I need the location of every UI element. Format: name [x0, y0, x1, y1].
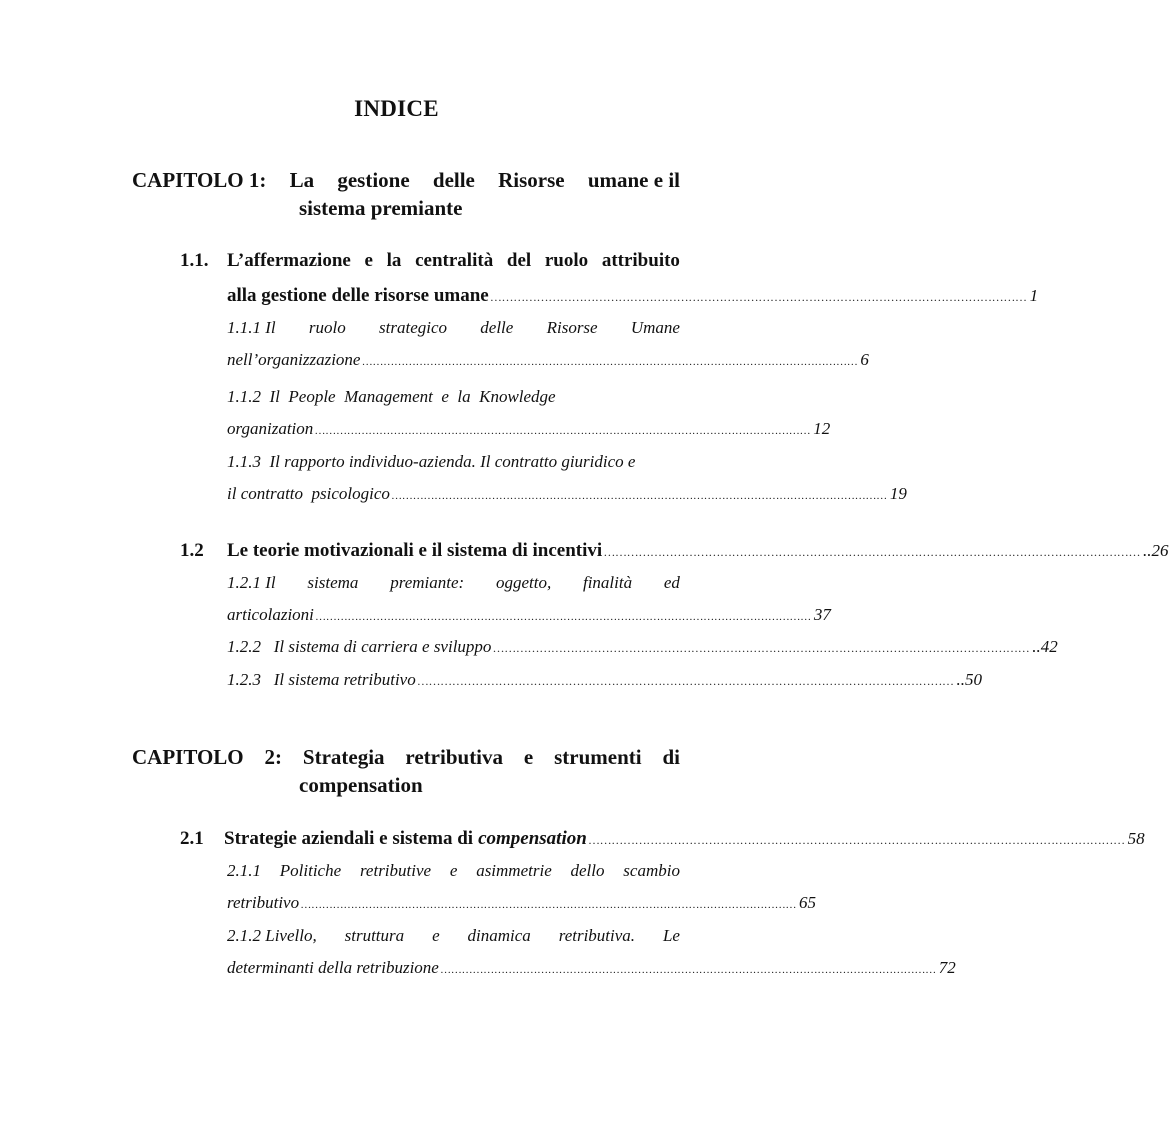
subsection-word: 1.2.1 Il: [227, 573, 276, 592]
subsection-word: e: [449, 861, 458, 880]
subsection-word: oggetto,: [495, 573, 552, 592]
page-number: ..50: [956, 670, 983, 689]
toc-subsection-2-1-1[interactable]: [227, 861, 817, 913]
section-number: 2.1: [180, 828, 204, 849]
toc-subsection-1-2-1[interactable]: [227, 573, 831, 625]
subsection-word: e: [432, 926, 440, 945]
section-word: la: [386, 250, 402, 271]
chapter-1-word: La: [289, 168, 315, 192]
chapter-1-word: delle: [432, 168, 475, 192]
section-word: ruolo: [544, 250, 589, 271]
toc-subsection-2-1-2[interactable]: [227, 926, 956, 978]
subsection-word: ruolo: [308, 318, 346, 337]
page-number: 19: [889, 484, 907, 503]
leader-dots: …………………………………………………………………………………………………………………………: [440, 964, 937, 976]
chapter-2-word: 2:: [264, 745, 283, 769]
toc-subsection-1-1-1[interactable]: [227, 318, 869, 370]
page-number: 12: [813, 419, 831, 438]
subsection-word: asimmetrie: [476, 861, 552, 880]
subsection-word: 1.1.1 Il: [227, 318, 276, 337]
section-number: 1.1.: [180, 250, 209, 271]
subsection-word: Politiche: [279, 861, 342, 880]
page-number: ..26: [1143, 541, 1169, 560]
page-number: 37: [813, 605, 831, 624]
subsection-word: struttura: [344, 926, 405, 945]
leader-dots: …………………………………………………………………………………………………………………………: [315, 611, 812, 623]
leader-dots: …………………………………………………………………………………………………………………………: [490, 290, 1028, 304]
subsection-title-line2: nell’organizzazione: [227, 350, 361, 369]
chapter-2-title-line2: compensation: [299, 773, 423, 797]
subsection-title: 1.2.3 Il sistema retributivo: [227, 670, 416, 689]
toc-subsection-1-1-3[interactable]: [227, 452, 907, 504]
chapter-2-heading: [132, 745, 680, 798]
leader-dots: …………………………………………………………………………………………………………………………: [493, 641, 1031, 655]
chapter-2-word: retributiva: [405, 745, 504, 769]
subsection-word: Risorse: [546, 318, 598, 337]
toc-section-1-1[interactable]: [180, 250, 1039, 307]
subsection-title-line2: articolazioni: [227, 605, 314, 624]
leader-dots: …………………………………………………………………………………………………………………………: [588, 833, 1126, 847]
chapter-1-word: umane e il: [587, 168, 680, 192]
section-word: centralità: [415, 250, 494, 271]
toc-section-2-1[interactable]: [180, 828, 1145, 850]
subsection-word: strategico: [379, 318, 448, 337]
leader-dots: …………………………………………………………………………………………………………………………: [362, 356, 859, 368]
chapter-1-word: gestione: [337, 168, 410, 192]
chapter-2-word: CAPITOLO: [132, 745, 244, 769]
page-title: INDICE: [354, 96, 439, 121]
subsection-word: ed: [663, 573, 680, 592]
subsection-word: dinamica: [467, 926, 531, 945]
chapter-2-word: e: [523, 745, 534, 769]
subsection-word: finalità: [582, 573, 633, 592]
leader-dots: …………………………………………………………………………………………………………………………: [391, 490, 888, 502]
page-number: 1: [1029, 286, 1039, 305]
subsection-title-line2: il contratto psicologico: [227, 484, 390, 503]
page-number: 65: [799, 893, 817, 912]
section-title-emphasis: compensation: [478, 828, 587, 849]
section-title: Le teorie motivazionali e il sistema di incentivi: [227, 540, 603, 561]
page-number: 6: [860, 350, 869, 369]
subsection-word: Umane: [630, 318, 680, 337]
section-word: L’affermazione: [227, 250, 351, 271]
toc-section-1-2[interactable]: [180, 540, 1169, 562]
chapter-2-word: Strategia: [302, 745, 385, 769]
subsection-title: 1.2.2 Il sistema di carriera e sviluppo: [227, 637, 492, 656]
leader-dots: …………………………………………………………………………………………………………………………: [315, 425, 812, 437]
chapter-1-word: CAPITOLO 1:: [132, 168, 267, 192]
subsection-title-line2: organization: [227, 419, 314, 438]
section-word: del: [506, 250, 532, 271]
chapter-1-heading: [132, 168, 680, 221]
subsection-word: Le: [662, 926, 680, 945]
chapter-2-word: di: [662, 745, 680, 769]
subsection-word: retributiva.: [558, 926, 636, 945]
leader-dots: …………………………………………………………………………………………………………………………: [417, 674, 955, 688]
section-word: attribuito: [601, 250, 680, 271]
page-number: 58: [1127, 829, 1145, 848]
subsection-title-line1: 1.1.2 Il People Management e la Knowledge: [227, 387, 556, 406]
subsection-word: 2.1.1: [227, 861, 261, 880]
subsection-word: retributive: [359, 861, 432, 880]
page-number: 72: [938, 958, 956, 977]
section-title-line2: alla gestione delle risorse umane: [227, 285, 489, 306]
subsection-word: 2.1.2 Livello,: [227, 926, 317, 945]
chapter-1-word: Risorse: [498, 168, 565, 192]
subsection-word: premiante:: [390, 573, 465, 592]
subsection-word: delle: [480, 318, 514, 337]
section-title: Strategie aziendali e sistema di: [224, 828, 474, 849]
subsection-title-line1: 1.1.3 Il rapporto individuo-azienda. Il contratto giuridico e: [227, 452, 636, 471]
toc-subsection-1-1-2[interactable]: [227, 387, 831, 439]
leader-dots: …………………………………………………………………………………………………………………………: [604, 545, 1142, 559]
subsection-word: sistema: [307, 573, 359, 592]
chapter-2-word: strumenti: [554, 745, 642, 769]
section-number: 1.2: [180, 540, 204, 561]
subsection-title-line2: determinanti della retribuzione: [227, 958, 439, 977]
subsection-title-line2: retributivo: [227, 893, 300, 912]
subsection-word: dello: [570, 861, 605, 880]
section-word: e: [364, 250, 373, 271]
leader-dots: …………………………………………………………………………………………………………………………: [301, 899, 798, 911]
subsection-word: scambio: [623, 861, 680, 880]
toc-subsection-1-2-2[interactable]: [227, 637, 1058, 657]
toc-subsection-1-2-3[interactable]: [227, 670, 983, 690]
page-number: ..42: [1032, 637, 1058, 656]
chapter-1-title-line2: sistema premiante: [299, 196, 463, 220]
